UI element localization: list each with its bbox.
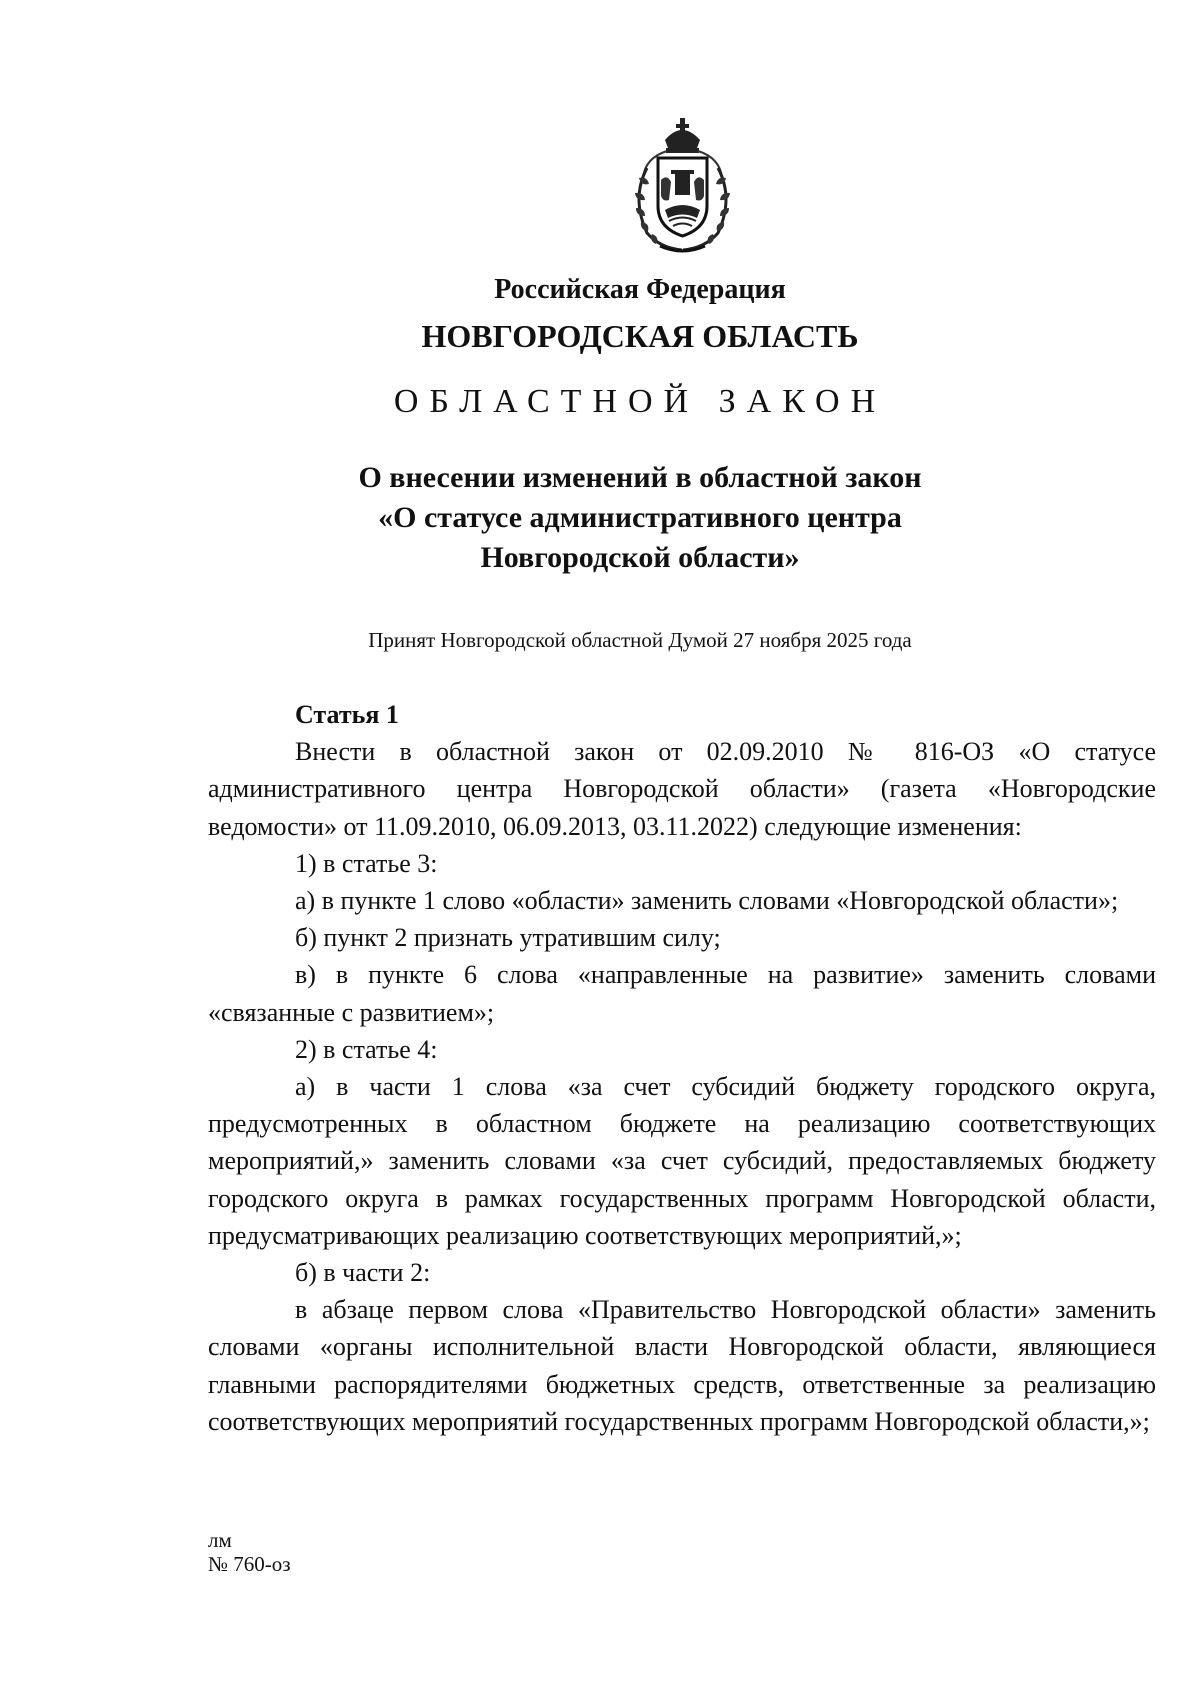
article-paragraph: а) в пункте 1 слово «области» заменить словами «Новгородской области»; [295, 886, 1119, 916]
article-paragraph: 2) в статье 4: [295, 1034, 438, 1064]
country-heading: Российская Федерация [494, 274, 786, 305]
article-paragraph: б) пункт 2 признать утратившим силу; [295, 923, 721, 953]
article-paragraph: 1) в статье 3: [295, 848, 438, 878]
executor-initials: лм [208, 1528, 232, 1552]
law-title-line: Новгородской области» [480, 541, 800, 574]
region-heading: НОВГОРОДСКАЯ ОБЛАСТЬ [421, 318, 859, 354]
article-paragraph: б) в части 2: [295, 1258, 431, 1288]
adoption-note: Принят Новгородской областной Думой 27 ноября 2025 года [368, 628, 912, 652]
law-number: № 760-оз [208, 1552, 291, 1576]
document-footer [208, 1528, 291, 1576]
law-title [0, 458, 1200, 578]
law-title-line: О внесении изменений в областной закон [358, 461, 922, 494]
article-heading: Статья 1 [295, 700, 399, 729]
document-type: ОБЛАСТНОЙ ЗАКОН [393, 383, 887, 420]
article-paragraph: Внести в областной закон от 02.09.2010 № 816-ОЗ «О статусе административного центра Новгородской области» (газета «Новгородские ведомости» от 11.09.2010, 06.09.2013, 03.11.2022) следующие изменения: [208, 737, 1156, 841]
article-paragraph: в) в пункте 6 слова «направленные на развитие» заменить словами «связанные с развитием»; [208, 960, 1156, 1027]
article-paragraph: а) в части 1 слова «за счет субсидий бюджету городского округа, предусмотренных в областном бюджете на реализацию соответствующих мероприятий,» заменить словами «за счет субсидий, предоставляемых бюджету городского округа в рамках государственных программ Новгородской области, предусматривающих реализацию соответствующих мероприятий,»; [208, 1072, 1156, 1250]
coat-of-arms-icon [625, 118, 740, 258]
article-paragraph: в абзаце первом слова «Правительство Новгородской области» заменить словами «органы исполнительной власти Новгородской области, являющиеся главными распорядителями бюджетных средств, ответственные за реализацию соответствующих мероприятий государственных программ Новгородской области,»; [208, 1295, 1156, 1436]
article-body [208, 696, 1156, 1440]
law-title-line: «О статусе административного центра [378, 501, 902, 534]
